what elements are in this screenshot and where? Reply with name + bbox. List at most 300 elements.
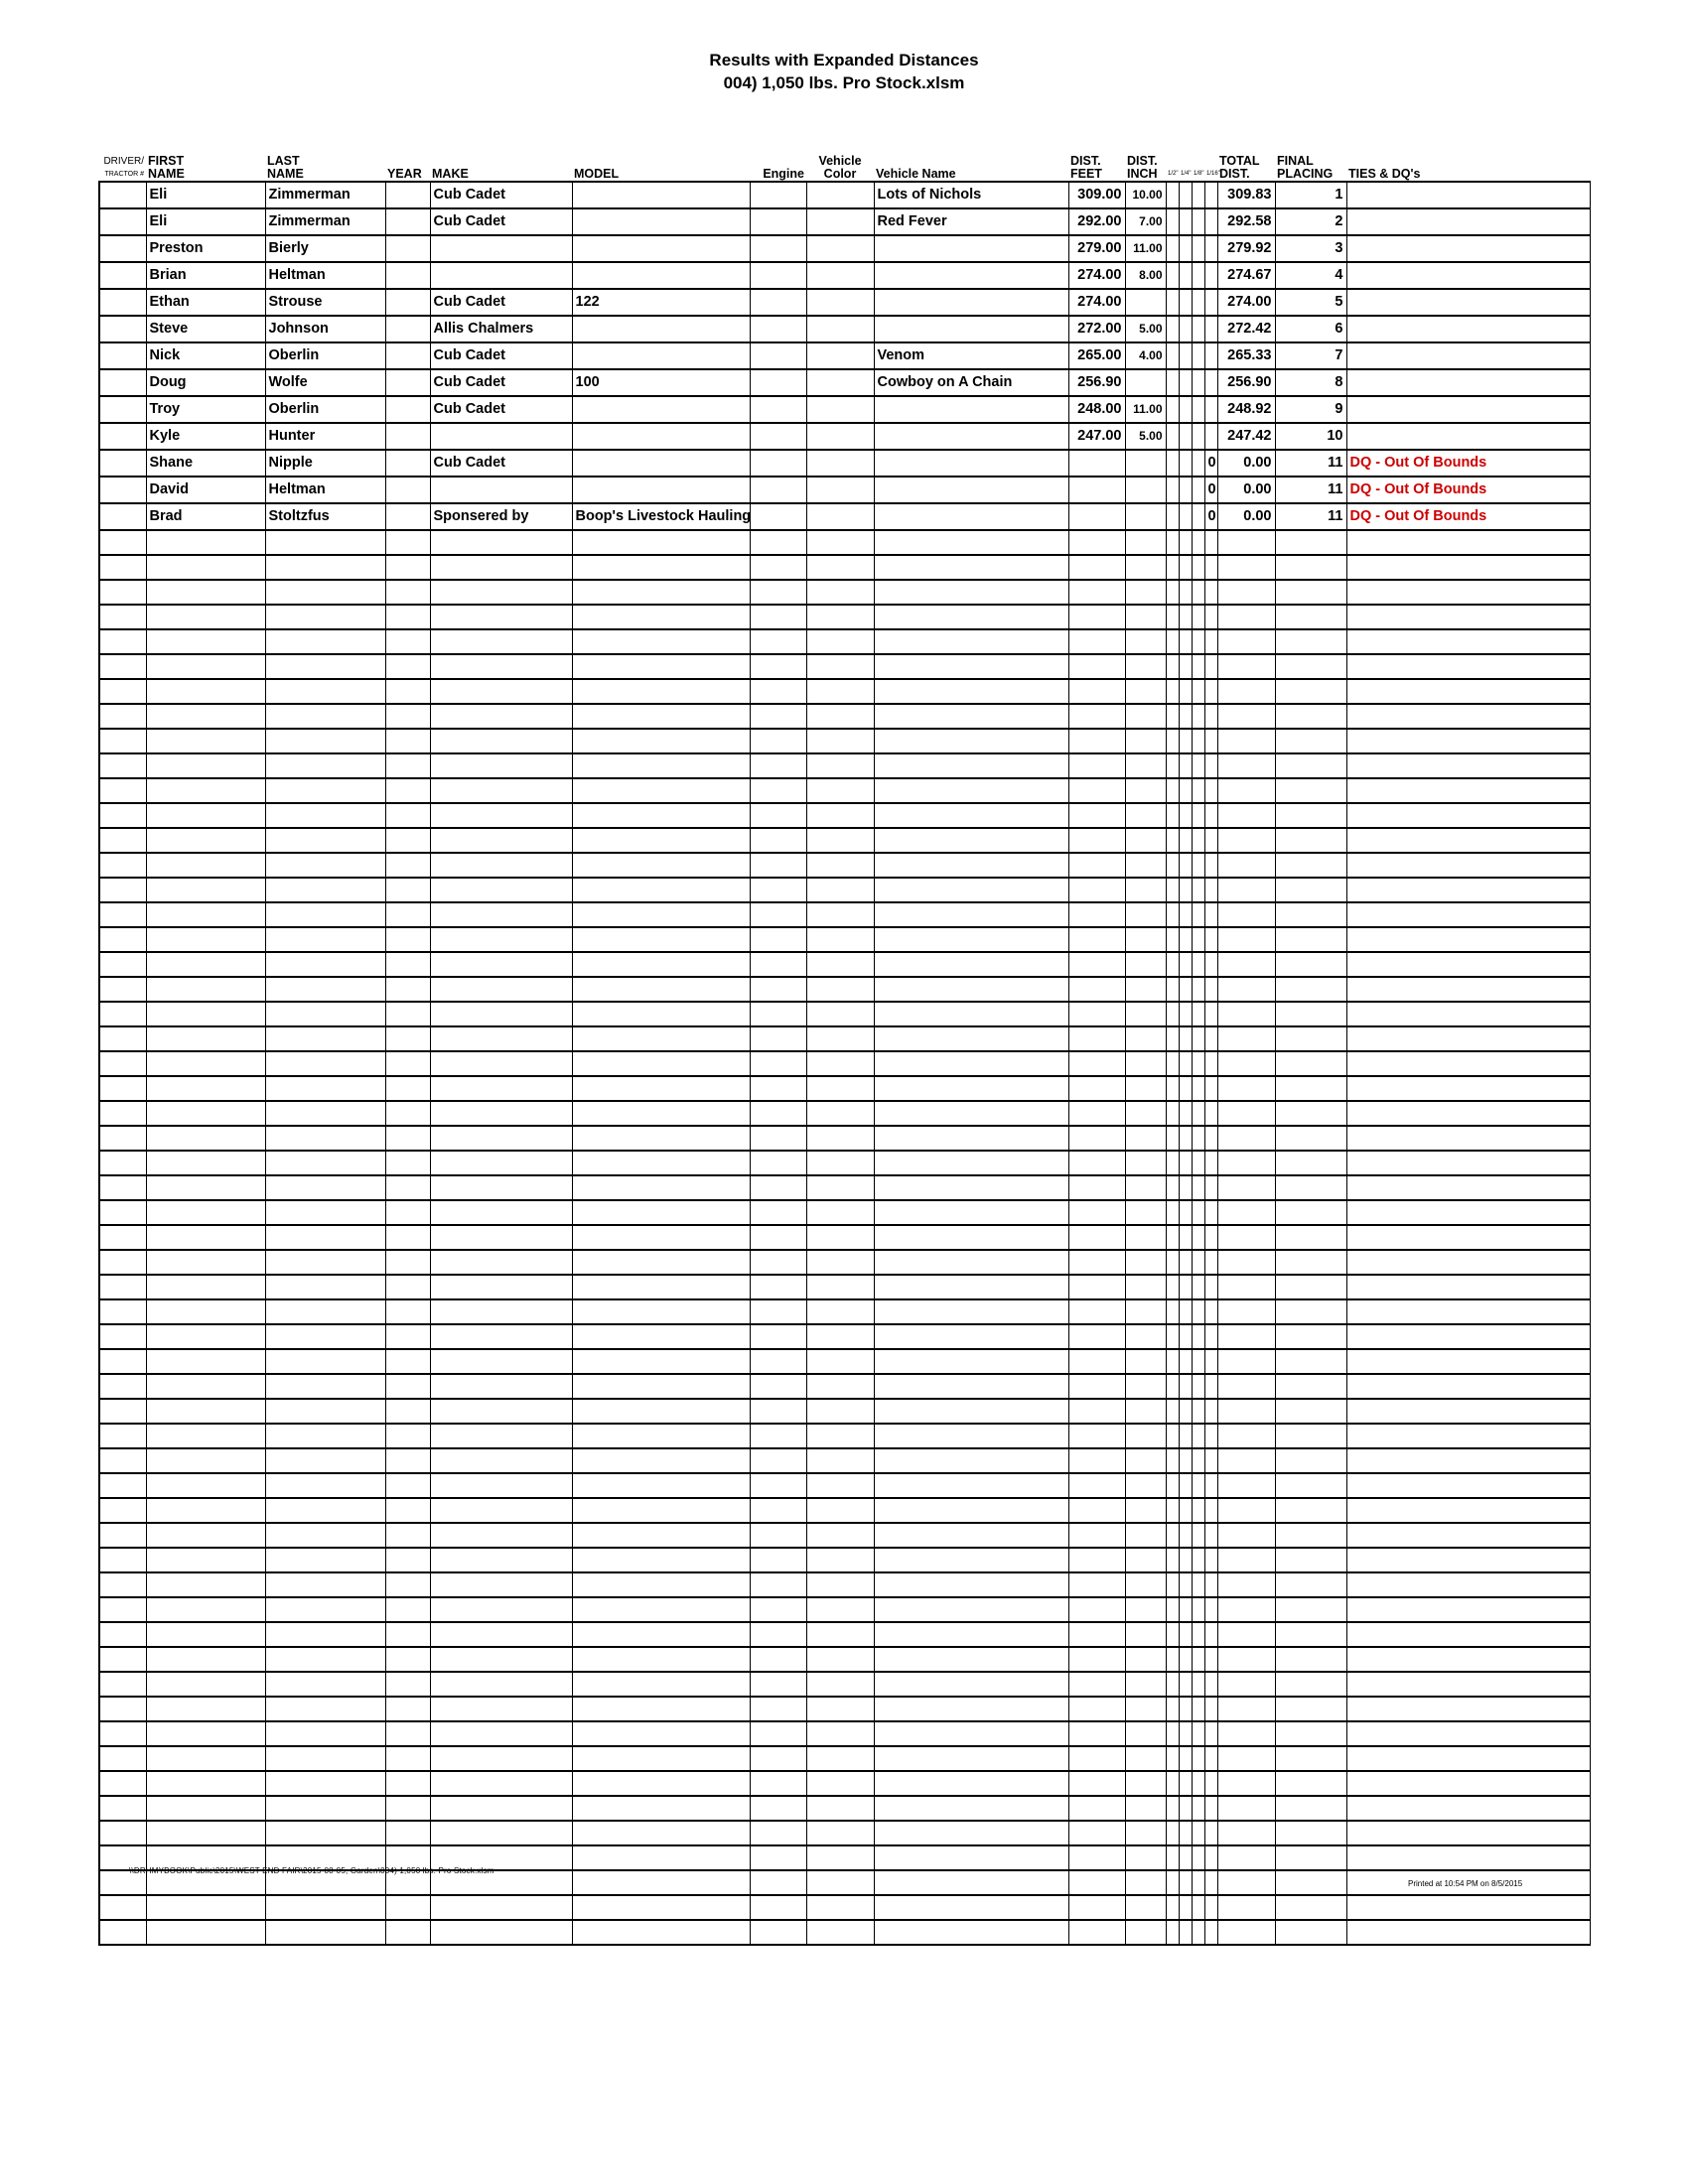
table-cell xyxy=(1275,1275,1346,1299)
table-cell xyxy=(1125,1845,1166,1870)
table-cell xyxy=(1192,1473,1204,1498)
table-cell xyxy=(1275,927,1346,952)
table-cell xyxy=(1346,629,1590,654)
table-cell xyxy=(1179,423,1192,450)
table-cell xyxy=(750,1051,806,1076)
table-cell xyxy=(1068,1250,1125,1275)
table-cell xyxy=(146,1002,265,1026)
table-cell: Cub Cadet xyxy=(430,396,572,423)
table-cell: Steve xyxy=(146,316,265,342)
table-cell xyxy=(146,902,265,927)
table-cell xyxy=(385,555,430,580)
table-cell xyxy=(1179,977,1192,1002)
table-cell xyxy=(1125,952,1166,977)
table-row xyxy=(99,208,1590,235)
table-cell xyxy=(1068,1821,1125,1845)
table-cell xyxy=(874,1026,1068,1051)
table-cell: 5 xyxy=(1275,289,1346,316)
table-cell xyxy=(750,1870,806,1895)
table-cell: 248.92 xyxy=(1217,396,1275,423)
table-cell xyxy=(1125,1697,1166,1721)
table-cell xyxy=(99,262,146,289)
table-cell xyxy=(430,1672,572,1697)
table-cell xyxy=(1166,803,1179,828)
table-cell xyxy=(99,1473,146,1498)
table-cell xyxy=(1275,1448,1346,1473)
table-cell xyxy=(1068,580,1125,605)
table-cell xyxy=(1179,1026,1192,1051)
table-cell xyxy=(750,853,806,878)
table-cell xyxy=(99,1200,146,1225)
table-cell xyxy=(1192,1498,1204,1523)
table-cell xyxy=(99,1399,146,1424)
table-cell xyxy=(385,753,430,778)
header-frac-sixteenth: 1/16" xyxy=(1206,171,1220,177)
table-cell xyxy=(1166,1597,1179,1622)
empty-row xyxy=(99,977,1590,1002)
table-cell xyxy=(874,423,1068,450)
table-cell xyxy=(1125,1473,1166,1498)
table-cell xyxy=(572,1076,750,1101)
table-cell xyxy=(572,342,750,369)
table-cell xyxy=(874,1548,1068,1572)
table-cell xyxy=(1179,878,1192,902)
table-cell xyxy=(1166,1870,1179,1895)
table-cell xyxy=(750,1424,806,1448)
table-cell xyxy=(99,1523,146,1548)
table-cell xyxy=(1068,503,1125,530)
table-cell xyxy=(1346,853,1590,878)
table-cell xyxy=(1217,729,1275,753)
table-cell xyxy=(99,679,146,704)
table-cell xyxy=(1068,753,1125,778)
table-cell xyxy=(1166,1399,1179,1424)
table-cell xyxy=(1068,654,1125,679)
table-cell xyxy=(385,778,430,803)
table-cell xyxy=(1125,629,1166,654)
table-cell xyxy=(572,1424,750,1448)
table-cell: Preston xyxy=(146,235,265,262)
table-cell xyxy=(874,1448,1068,1473)
table-cell xyxy=(1166,1498,1179,1523)
table-cell xyxy=(1192,778,1204,803)
table-cell xyxy=(1179,605,1192,629)
table-cell xyxy=(1125,654,1166,679)
table-cell: 309.83 xyxy=(1217,182,1275,208)
header-vehicle-color: Vehicle Color xyxy=(818,154,862,181)
table-cell xyxy=(1346,1076,1590,1101)
empty-row xyxy=(99,629,1590,654)
table-cell: 256.90 xyxy=(1217,369,1275,396)
table-cell: 11 xyxy=(1275,477,1346,503)
table-cell xyxy=(1179,555,1192,580)
empty-row xyxy=(99,927,1590,952)
table-cell xyxy=(1217,1845,1275,1870)
table-cell xyxy=(385,1796,430,1821)
table-cell xyxy=(99,1697,146,1721)
table-cell xyxy=(874,1250,1068,1275)
table-cell xyxy=(572,1448,750,1473)
table-cell xyxy=(430,878,572,902)
table-cell: 256.90 xyxy=(1068,369,1125,396)
table-cell xyxy=(572,182,750,208)
table-cell xyxy=(1346,1225,1590,1250)
table-cell xyxy=(1068,629,1125,654)
table-cell xyxy=(572,1597,750,1622)
table-cell xyxy=(430,1721,572,1746)
table-cell xyxy=(99,1895,146,1920)
table-cell xyxy=(99,853,146,878)
table-cell xyxy=(572,878,750,902)
table-cell xyxy=(1166,1424,1179,1448)
table-cell xyxy=(430,729,572,753)
table-cell xyxy=(874,1225,1068,1250)
table-cell xyxy=(430,1424,572,1448)
empty-row xyxy=(99,1299,1590,1324)
table-cell xyxy=(146,927,265,952)
table-cell xyxy=(1166,1672,1179,1697)
table-cell xyxy=(1346,1275,1590,1299)
table-cell xyxy=(572,423,750,450)
table-cell xyxy=(430,1175,572,1200)
table-cell xyxy=(750,878,806,902)
table-cell xyxy=(146,1175,265,1200)
table-cell xyxy=(806,1548,874,1572)
table-cell xyxy=(146,1151,265,1175)
table-cell xyxy=(572,1026,750,1051)
table-cell xyxy=(806,605,874,629)
table-cell xyxy=(99,629,146,654)
table-cell xyxy=(1068,1647,1125,1672)
table-cell xyxy=(1068,1870,1125,1895)
table-cell xyxy=(572,316,750,342)
table-cell xyxy=(1275,1076,1346,1101)
table-cell xyxy=(1275,1597,1346,1622)
table-cell xyxy=(1204,1647,1217,1672)
table-cell xyxy=(1068,477,1125,503)
table-cell xyxy=(1204,878,1217,902)
table-cell: DQ - Out Of Bounds xyxy=(1346,503,1590,530)
table-cell xyxy=(1179,1424,1192,1448)
table-cell xyxy=(1204,1026,1217,1051)
table-cell xyxy=(1179,1473,1192,1498)
table-cell xyxy=(750,1523,806,1548)
table-cell xyxy=(806,1821,874,1845)
table-cell xyxy=(874,778,1068,803)
empty-row xyxy=(99,1647,1590,1672)
table-cell: 265.00 xyxy=(1068,342,1125,369)
table-cell xyxy=(146,1051,265,1076)
table-cell xyxy=(1179,1771,1192,1796)
table-cell xyxy=(806,853,874,878)
table-cell xyxy=(1204,753,1217,778)
table-cell: 272.00 xyxy=(1068,316,1125,342)
table-cell: 274.00 xyxy=(1068,262,1125,289)
table-cell xyxy=(1192,853,1204,878)
table-cell xyxy=(1217,1324,1275,1349)
table-cell xyxy=(99,1175,146,1200)
table-cell: Brad xyxy=(146,503,265,530)
table-cell xyxy=(146,654,265,679)
table-cell xyxy=(1125,828,1166,853)
table-cell xyxy=(1068,1721,1125,1746)
table-cell xyxy=(1068,1349,1125,1374)
table-cell xyxy=(806,977,874,1002)
table-cell xyxy=(1192,1870,1204,1895)
table-cell xyxy=(1179,289,1192,316)
table-cell xyxy=(1179,1076,1192,1101)
table-cell xyxy=(750,1771,806,1796)
table-cell xyxy=(1217,1151,1275,1175)
table-cell xyxy=(265,803,385,828)
table-cell xyxy=(146,580,265,605)
table-cell xyxy=(1179,1548,1192,1572)
table-cell xyxy=(99,1597,146,1622)
empty-row xyxy=(99,1895,1590,1920)
table-cell: 272.42 xyxy=(1217,316,1275,342)
table-cell xyxy=(146,803,265,828)
table-cell xyxy=(1204,342,1217,369)
table-cell xyxy=(1204,629,1217,654)
table-cell xyxy=(1192,1200,1204,1225)
table-cell xyxy=(265,1721,385,1746)
table-cell xyxy=(430,1647,572,1672)
table-cell xyxy=(1068,679,1125,704)
table-cell xyxy=(430,803,572,828)
table-cell xyxy=(806,1399,874,1424)
table-cell xyxy=(146,1548,265,1572)
table-cell xyxy=(1179,1175,1192,1200)
table-cell: 11.00 xyxy=(1125,396,1166,423)
table-cell xyxy=(1204,1424,1217,1448)
table-cell xyxy=(265,1622,385,1647)
table-cell xyxy=(874,1746,1068,1771)
table-cell xyxy=(1125,477,1166,503)
table-cell xyxy=(385,289,430,316)
empty-row xyxy=(99,1597,1590,1622)
table-cell: Bierly xyxy=(265,235,385,262)
table-row xyxy=(99,262,1590,289)
table-cell xyxy=(385,1175,430,1200)
table-cell xyxy=(1125,1225,1166,1250)
table-cell xyxy=(1166,1349,1179,1374)
table-cell xyxy=(1275,878,1346,902)
table-cell xyxy=(1125,803,1166,828)
table-cell xyxy=(1179,503,1192,530)
table-cell xyxy=(1166,580,1179,605)
table-cell xyxy=(1192,580,1204,605)
table-cell xyxy=(1217,1647,1275,1672)
table-cell xyxy=(1192,1374,1204,1399)
table-cell xyxy=(1179,580,1192,605)
table-cell xyxy=(1192,1101,1204,1126)
table-cell xyxy=(1125,605,1166,629)
table-cell xyxy=(146,1895,265,1920)
table-cell xyxy=(1346,1448,1590,1473)
table-cell xyxy=(265,1647,385,1672)
table-cell xyxy=(430,1002,572,1026)
table-cell xyxy=(806,1026,874,1051)
table-cell xyxy=(1166,235,1179,262)
table-cell: 9 xyxy=(1275,396,1346,423)
table-cell xyxy=(806,902,874,927)
table-cell xyxy=(1125,1448,1166,1473)
table-cell xyxy=(1179,1200,1192,1225)
table-cell xyxy=(385,369,430,396)
table-cell xyxy=(874,1821,1068,1845)
table-cell xyxy=(1204,182,1217,208)
table-cell xyxy=(265,1424,385,1448)
table-cell xyxy=(806,1796,874,1821)
empty-row xyxy=(99,1374,1590,1399)
table-cell xyxy=(265,952,385,977)
table-cell: 247.42 xyxy=(1217,423,1275,450)
table-cell xyxy=(874,580,1068,605)
table-cell xyxy=(750,902,806,927)
table-cell xyxy=(430,1324,572,1349)
table-cell xyxy=(572,853,750,878)
table-cell xyxy=(99,1821,146,1845)
table-cell xyxy=(1217,1523,1275,1548)
table-cell xyxy=(1125,580,1166,605)
table-cell xyxy=(1179,369,1192,396)
table-cell xyxy=(572,1275,750,1299)
table-cell xyxy=(1125,878,1166,902)
table-cell xyxy=(1204,1002,1217,1026)
table-cell xyxy=(1179,1126,1192,1151)
table-cell xyxy=(1179,450,1192,477)
table-cell xyxy=(874,679,1068,704)
table-cell xyxy=(1217,1548,1275,1572)
table-cell: 274.00 xyxy=(1068,289,1125,316)
table-cell xyxy=(146,1523,265,1548)
table-cell xyxy=(1217,1051,1275,1076)
table-cell xyxy=(1179,1721,1192,1746)
table-cell xyxy=(750,1672,806,1697)
table-cell xyxy=(1166,262,1179,289)
empty-row xyxy=(99,1101,1590,1126)
table-cell xyxy=(750,1548,806,1572)
table-cell xyxy=(874,1895,1068,1920)
table-cell xyxy=(572,1548,750,1572)
table-cell: Boop's Livestock Hauling xyxy=(572,503,750,530)
table-cell xyxy=(874,1622,1068,1647)
table-cell xyxy=(265,1821,385,1845)
table-cell xyxy=(1204,1200,1217,1225)
table-cell xyxy=(1275,1771,1346,1796)
table-cell xyxy=(99,450,146,477)
table-cell xyxy=(1179,1002,1192,1026)
table-cell xyxy=(1275,1002,1346,1026)
footer-file-path: \\DRHMYBOOK\Public\2015\WEST END FAIR\2015-08-05, Garden\004) 1,050 lbs. Pro Stock.xlsm xyxy=(129,1866,494,1875)
table-cell xyxy=(146,1498,265,1523)
table-cell xyxy=(750,1647,806,1672)
table-cell xyxy=(1192,753,1204,778)
table-cell xyxy=(750,1275,806,1299)
table-cell xyxy=(1068,778,1125,803)
table-cell xyxy=(1125,1498,1166,1523)
table-cell xyxy=(874,952,1068,977)
table-cell xyxy=(385,1399,430,1424)
table-cell xyxy=(1346,342,1590,369)
table-cell xyxy=(1204,1126,1217,1151)
table-cell xyxy=(99,828,146,853)
table-cell xyxy=(1068,1324,1125,1349)
table-cell xyxy=(1192,1448,1204,1473)
table-cell: 100 xyxy=(572,369,750,396)
table-cell xyxy=(99,1498,146,1523)
table-cell xyxy=(1346,803,1590,828)
table-cell xyxy=(1204,1622,1217,1647)
table-cell xyxy=(1166,1051,1179,1076)
table-cell xyxy=(874,1002,1068,1026)
table-cell xyxy=(1166,1151,1179,1175)
table-cell xyxy=(1275,1746,1346,1771)
table-cell xyxy=(146,1399,265,1424)
table-cell xyxy=(1179,235,1192,262)
table-cell xyxy=(750,262,806,289)
table-cell xyxy=(1192,977,1204,1002)
table-cell xyxy=(572,1845,750,1870)
table-cell xyxy=(1179,1920,1192,1945)
table-cell xyxy=(385,629,430,654)
table-cell xyxy=(1125,1349,1166,1374)
table-cell xyxy=(1166,977,1179,1002)
table-cell xyxy=(146,729,265,753)
table-cell: 4 xyxy=(1275,262,1346,289)
table-cell xyxy=(572,450,750,477)
table-cell xyxy=(430,605,572,629)
table-cell xyxy=(265,555,385,580)
table-cell xyxy=(265,580,385,605)
table-cell xyxy=(1068,1424,1125,1448)
table-cell xyxy=(146,1275,265,1299)
table-cell xyxy=(1179,629,1192,654)
table-cell xyxy=(146,1225,265,1250)
table-cell xyxy=(874,977,1068,1002)
table-cell xyxy=(572,1349,750,1374)
table-cell xyxy=(385,927,430,952)
table-cell xyxy=(750,1324,806,1349)
table-cell xyxy=(385,902,430,927)
table-cell xyxy=(1125,753,1166,778)
table-cell xyxy=(1346,1746,1590,1771)
table-cell xyxy=(1125,1399,1166,1424)
table-cell xyxy=(146,1796,265,1821)
empty-row xyxy=(99,853,1590,878)
table-cell xyxy=(1179,902,1192,927)
table-cell xyxy=(99,902,146,927)
table-cell xyxy=(1275,1349,1346,1374)
table-cell xyxy=(572,1870,750,1895)
table-cell xyxy=(1125,1151,1166,1175)
table-cell xyxy=(806,1200,874,1225)
table-cell xyxy=(1275,1498,1346,1523)
table-cell xyxy=(1275,1424,1346,1448)
table-cell: 279.00 xyxy=(1068,235,1125,262)
table-cell xyxy=(430,1498,572,1523)
table-cell xyxy=(1192,1026,1204,1051)
table-cell xyxy=(1068,1845,1125,1870)
table-cell xyxy=(806,1597,874,1622)
table-cell: 248.00 xyxy=(1068,396,1125,423)
table-cell xyxy=(1346,262,1590,289)
table-cell xyxy=(1179,753,1192,778)
table-cell xyxy=(806,1051,874,1076)
table-cell xyxy=(1192,235,1204,262)
table-cell xyxy=(1166,1845,1179,1870)
table-cell xyxy=(1166,1697,1179,1721)
